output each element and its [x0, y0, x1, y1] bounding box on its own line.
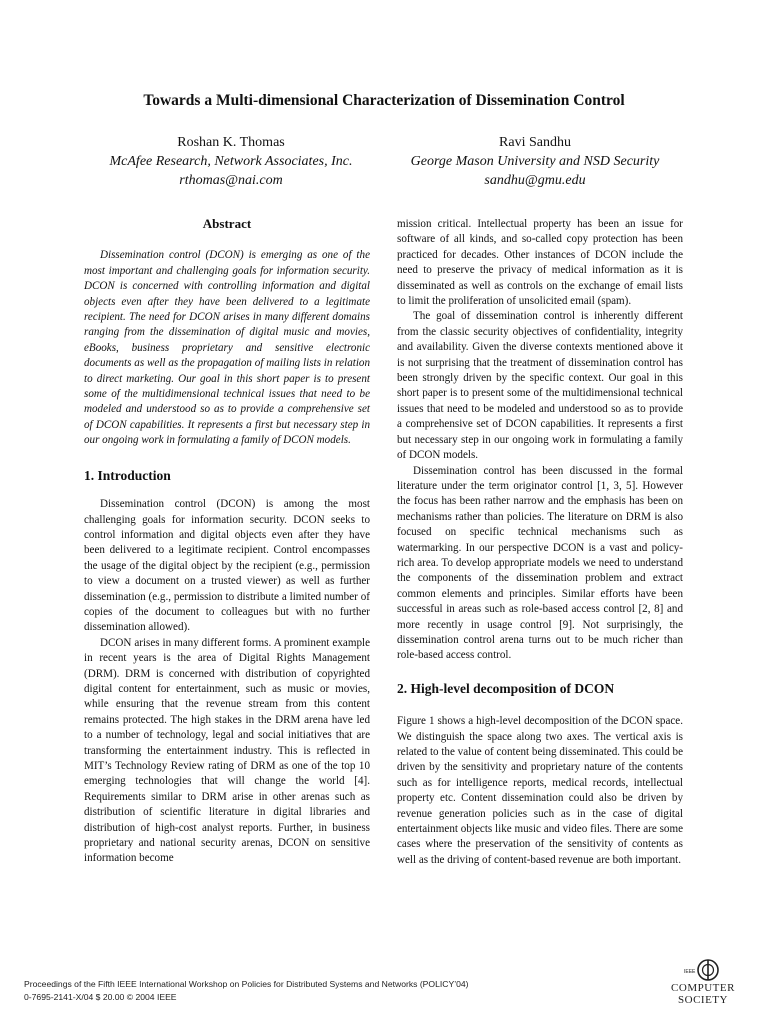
author-name: Ravi Sandhu — [499, 135, 571, 150]
author-block-1 — [81, 133, 381, 190]
footer — [24, 978, 469, 1004]
paragraph: DCON arises in many different forms. A prominent example in recent years is the area of Digital Rights Management (DRM). DRM is concerned with distribution of copyrighted digital content for entertainment, such as music or movies, while ensuring that the revenue stream from this content remains protected. The high stakes in the DRM arena have led to a number of technology, legal and social initiatives that are transforming the entertainment industry. This is reflected in MIT’s Technology Review rating of DRM as one of the top 10 emerging technologies that will change the world [4]. Requirements similar to DRM arise in other arenas such as distribution of scientific literature in digital libraries and distribution of high-cost analyst reports. Further, in business proprietary and national security arenas, DCON on sensitive information become — [84, 636, 370, 865]
author-email: rthomas@nai.com — [179, 173, 283, 188]
author-affiliation: McAfee Research, Network Associates, Inc. — [109, 154, 353, 169]
paragraph: The goal of dissemination control is inherently different from the classic security objectives of confidentiality, integrity and availability. Given the diverse contexts mentioned above it is not surprising that the treatment of dissemination control has been strongly driven by the specific context. Our goal in this short paper is to present some of the multidimensional technical issues that need to be modeled and understood so as to provide a comprehensive set of DCON capabilities. It represents a first but necessary step in our ongoing work in formulating a family of DCON models. — [397, 310, 683, 462]
paragraph: Dissemination control (DCON) is among the most challenging goals for information security. DCON seeks to control information and digital objects even after they have been delivered to a legitimate recipient. Control encompasses the usage of the digital object by the recipient (e.g., permission to view a document on a trusted viewer) as well as further dissemination (e.g., permission to distribute a limited number of copies of the document to colleagues but with no further dissemination allowed). — [84, 498, 370, 634]
logo-small-text: IEEE — [684, 969, 696, 975]
section-heading-introduction: 1. Introduction — [84, 467, 171, 483]
paragraph: Dissemination control has been discussed in the formal literature under the term originator control [1, 3, 5]. However the focus has been rather narrow and the emphasis has been on mechanisms rather than policies. The literature on DRM is also focused on specific technical mechanisms such as watermarking. In our perspective DCON is a vast and policy-rich area. To develop appropriate models we need to understand the components of the dissemination problem and extract common elements and principles. Similar efforts have been successful in areas such as role-based access control [2, 8] and more recently in usage control [9]. Not surprisingly, the dissemination control arena turns out to be much richer than role-based access control. — [397, 464, 683, 662]
author-block-2 — [385, 133, 685, 190]
section-heading-decomposition: 2. High-level decomposition of DCON — [397, 680, 615, 696]
paragraph: mission critical. Intellectual property has been an issue for software of all kinds, and so-called copy protection has been practiced for decades. Other instances of DCON include the need to preserve the privacy of medical information as it is disseminated as well as controls on the exchange of email lists to limit the proliferation of unsolicited email (spam). — [397, 218, 683, 308]
computer-society-logo — [658, 958, 748, 1008]
author-name: Roshan K. Thomas — [177, 135, 285, 150]
author-affiliation: George Mason University and NSD Security — [410, 154, 660, 169]
author-email: sandhu@gmu.edu — [484, 173, 586, 188]
logo-text-society: SOCIETY — [678, 994, 728, 1006]
right-column — [397, 217, 683, 868]
paper-title: Towards a Multi-dimensional Characterization of Dissemination Control — [143, 92, 625, 109]
ieee-emblem-icon — [683, 958, 723, 982]
abstract-text: Dissemination control (DCON) is emerging as one of the most important and challenging goals for information security. DCON is concerned with controlling information and digital objects even after they have been delivered to a legitimate recipient. The need for DCON arises in many different domains ranging from the dissemination of digital music and movies, eBooks, business proprietary and sensitive electronic documents as well as the propagation of mailing lists in relation to direct marketing. Our goal in this short paper is to present some of the multidimensional technical issues that need to be modeled and understood so as to provide a comprehensive set of DCON capabilities. It represents a first but necessary step in our ongoing work in formulating a family of DCON models. — [84, 249, 370, 447]
footer-proceedings: Proceedings of the Fifth IEEE International Workshop on Policies for Distributed Systems and Networks (POLICY’04) — [24, 979, 469, 989]
footer-copyright: 0-7695-2141-X/04 $ 20.00 © 2004 IEEE — [24, 992, 177, 1002]
logo-text-computer: COMPUTER — [671, 982, 735, 994]
left-column — [84, 216, 370, 867]
abstract-heading: Abstract — [202, 216, 252, 231]
paragraph: Figure 1 shows a high-level decomposition of the DCON space. We distinguish the space along two axes. The vertical axis is related to the value of content being disseminated. This could be driven by the sensitivity and proprietary nature of the contents such as for intelligence reports, medical records, intellectual property etc. Content dissemination could also be driven by revenue generation policies such as in the case of digital entertainment objects like music and video files. There are some cases where the preservation of the sensitivity of contents as well as the driving of content-based revenue are both important. — [397, 715, 683, 866]
